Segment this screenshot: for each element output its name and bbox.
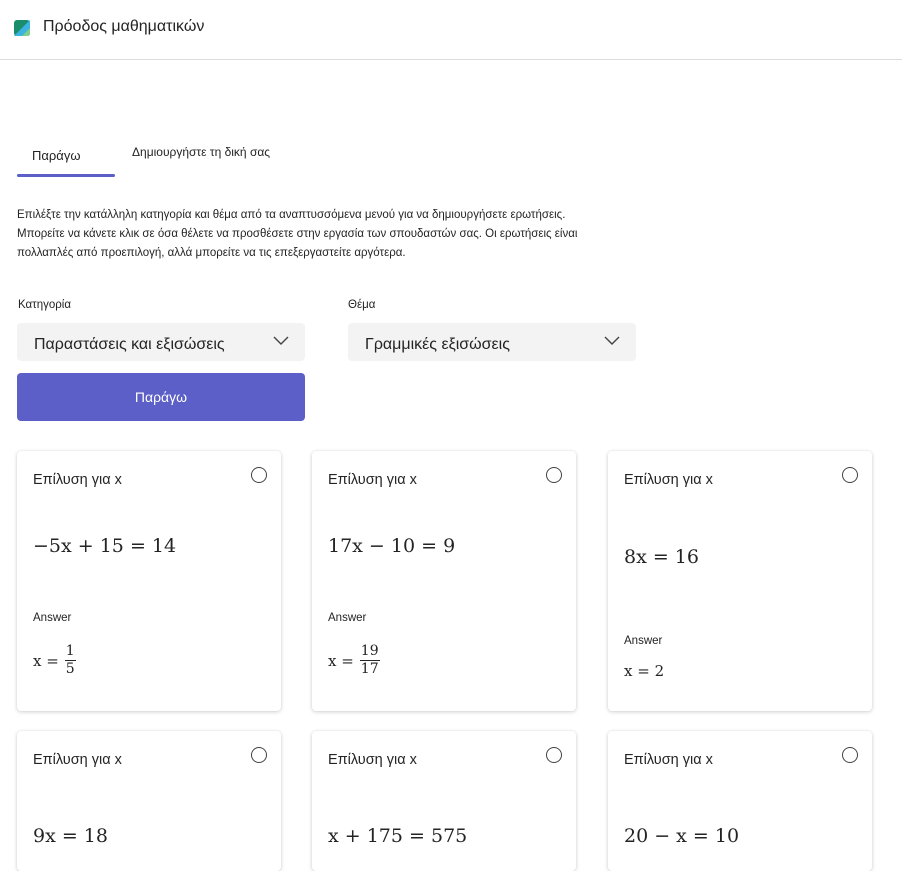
tab-create-your-own[interactable]: Δημιουργήστε τη δική σας [132,145,271,159]
select-radio-button[interactable] [251,467,267,483]
question-title: Επίλυση για x [328,752,417,768]
instructions-line-3: πολλαπλές από προεπιλογή, αλλά μπορείτε να τις επεξεργαστείτε αργότερα. [17,247,406,259]
category-value: Παραστάσεις και εξισώσεις [34,336,225,353]
answer-label: Answer [33,612,72,624]
instructions-line-2: Μπορείτε να κάνετε κλικ σε όσα θέλετε να προσθέσετε στην εργασία των σπουδαστών σας. Οι ερωτήσεις είναι [17,228,578,240]
select-radio-button[interactable] [842,747,858,763]
answer-value: x = 2 [624,662,665,680]
answer-value [33,643,76,678]
question-card[interactable] [312,731,576,871]
fraction-numerator: 1 [65,643,75,659]
instructions-line-1: Επιλέξτε την κατάλληλη κατηγορία και θέμα από τα αναπτυσσόμενα μενού για να δημιουργήσετε ερωτήσεις. [17,209,566,221]
answer-lhs: x = [328,651,354,670]
topic-label: Θέμα [348,299,376,311]
active-tab-indicator [17,174,115,177]
app-header [0,0,902,60]
app-title: Πρόοδος μαθηματικών [43,18,205,35]
math-progress-logo-icon [14,20,30,36]
category-label: Κατηγορία [18,299,72,311]
answer-value [328,643,380,678]
answer-lhs: x = [33,651,59,670]
question-title: Επίλυση για x [328,472,417,488]
question-title: Επίλυση για x [624,752,713,768]
question-equation: 20 − x = 10 [624,825,740,847]
question-card[interactable] [312,451,576,711]
question-title: Επίλυση για x [33,472,122,488]
question-card[interactable] [17,731,281,871]
question-equation: −5x + 15 = 14 [33,535,177,557]
answer-fraction [360,643,380,678]
generate-button[interactable]: Παράγω [17,373,305,421]
select-radio-button[interactable] [546,747,562,763]
select-radio-button[interactable] [546,467,562,483]
instructions-text [17,206,657,263]
chevron-down-icon [273,336,289,346]
chevron-down-icon [604,336,620,346]
question-equation: 8x = 16 [624,546,699,568]
select-radio-button[interactable] [251,747,267,763]
answer-fraction [65,643,76,678]
question-title: Επίλυση για x [624,472,713,488]
fraction-denominator: 17 [360,661,379,677]
tab-generate[interactable]: Παράγω [32,148,81,163]
answer-label: Answer [624,635,663,647]
fraction-numerator: 19 [360,643,379,659]
question-card[interactable] [17,451,281,711]
question-card[interactable] [608,731,872,871]
question-title: Επίλυση για x [33,752,122,768]
topic-value: Γραμμικές εξισώσεις [365,336,510,353]
fraction-denominator: 5 [65,661,75,677]
topic-dropdown[interactable] [348,323,636,361]
question-equation: 9x = 18 [33,825,108,847]
question-equation: 17x − 10 = 9 [328,535,456,557]
category-dropdown[interactable] [17,323,305,361]
question-card[interactable] [608,451,872,711]
question-equation: x + 175 = 575 [328,825,468,847]
answer-label: Answer [328,612,367,624]
select-radio-button[interactable] [842,467,858,483]
